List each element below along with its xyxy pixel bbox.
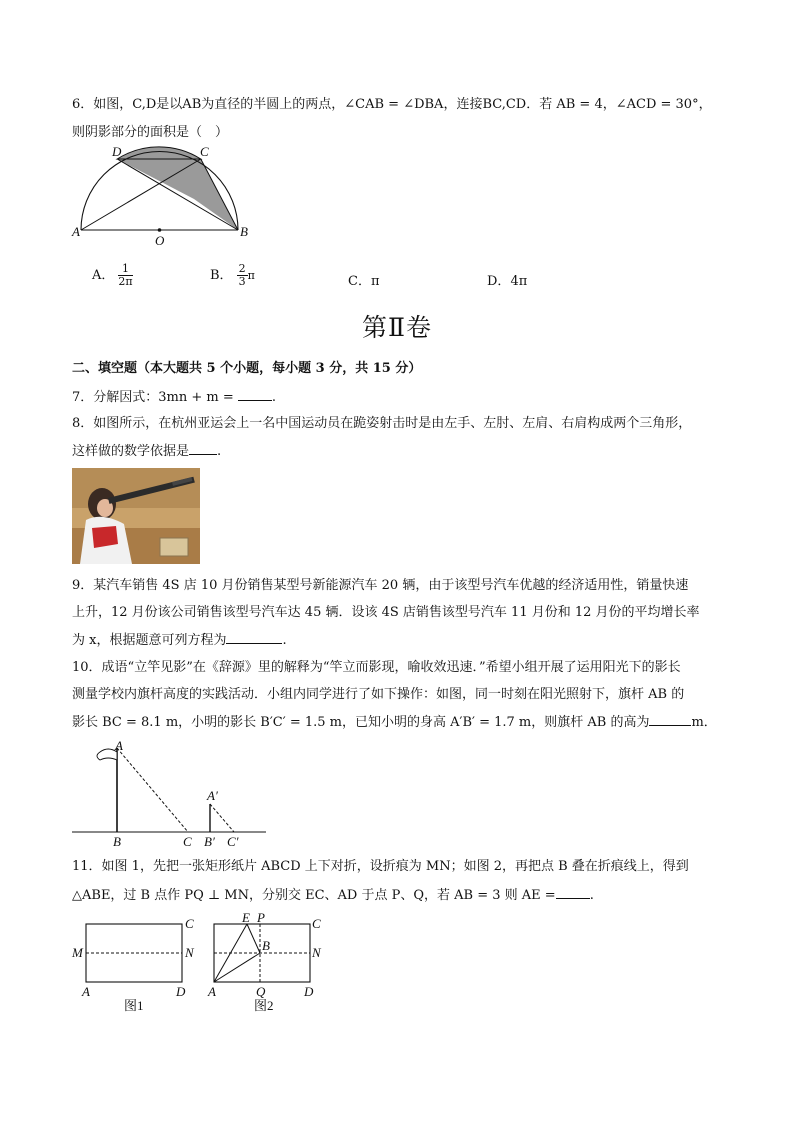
q7-answer-blank[interactable] — [238, 388, 272, 401]
q10-line3: 影长 BC = 8.1 m，小明的影长 B′C′ = 1.5 m，已知小明的身高 A′B′ = 1.7 m，则旗杆 AB 的高为 — [72, 715, 650, 730]
q6-option-b-pi: π — [247, 269, 255, 282]
q11-fig2-label-Q: Q — [256, 984, 266, 999]
q11-fig2-label-B: B — [262, 938, 270, 953]
q6-option-a[interactable] — [92, 263, 133, 288]
q11-answer-blank[interactable] — [556, 886, 590, 899]
q11-fig2-label-P: P — [257, 910, 265, 925]
q8-answer-blank[interactable] — [189, 442, 217, 455]
section2-heading: 二、填空题（本大题共 5 个小题，每小题 3 分，共 15 分） — [72, 361, 422, 376]
q8-line1: 8．如图所示，在杭州亚运会上一名中国运动员在跪姿射击时是由左手、左肘、左肩、右肩构成两个三角形， — [72, 416, 692, 431]
q6-option-c-label: C． — [348, 274, 371, 289]
q6-option-d[interactable] — [487, 270, 527, 289]
q6-option-a-den: 2π — [118, 275, 133, 288]
q10-answer-blank[interactable] — [649, 713, 691, 726]
q10-label-A2: A′ — [207, 788, 218, 803]
q10-line2: 测量学校内旗杆高度的实践活动．小组内同学进行了如下操作：如图，同一时刻在阳光照射下，旗杆 AB 的 — [72, 687, 685, 702]
q9-line3-row — [72, 631, 287, 650]
q10-flag — [97, 749, 117, 760]
q11-fig2-caption: 图2 — [254, 998, 274, 1013]
q11-fig2-segment-AB — [214, 953, 260, 982]
q6-option-d-label: D． — [487, 274, 511, 289]
q8-end: . — [217, 444, 222, 459]
q6-option-c-value: π — [370, 274, 380, 289]
q6-line1: 6．如图，C,D是以AB为直径的半圆上的两点，∠CAB = ∠DBA，连接BC,CD．若 AB = 4，∠ACD = 30°， — [72, 97, 712, 112]
q11-fig1-label-C: C — [185, 916, 194, 931]
q11-fig1-caption: 图1 — [124, 998, 144, 1013]
q9-answer-blank[interactable] — [226, 631, 282, 644]
q11-fig2-label-C: C — [312, 916, 321, 931]
q10-label-A: A — [115, 738, 123, 753]
q9-line3: 为 x，根据题意可列方程为 — [72, 633, 227, 648]
q7-line — [72, 388, 276, 407]
q11-fig2-label-A: A — [208, 984, 216, 999]
q11-fig2-segment-EB — [247, 924, 260, 953]
q6-label-D: D — [112, 144, 122, 159]
q6-label-O: O — [155, 233, 165, 248]
q11-end: . — [589, 888, 594, 903]
q10-sunray-AC — [117, 748, 188, 832]
q6-option-b[interactable] — [210, 263, 255, 288]
q6-option-a-fraction — [118, 263, 132, 288]
q6-option-b-label: B． — [210, 268, 233, 283]
q11-line2-row — [72, 886, 594, 905]
shooter-photo — [72, 468, 200, 564]
q6-label-B: B — [240, 224, 248, 239]
q10-flagpole-figure — [72, 738, 272, 848]
q11-fig2-segment-AE — [214, 924, 247, 982]
q10-line1: 10．成语“立竿见影”在《辞源》里的解释为“竿立而影现，喻收效迅速．”希望小组开展了运用阳光下的影长 — [72, 660, 681, 675]
q10-line3-row — [72, 713, 717, 732]
q10-end: m． — [691, 715, 717, 730]
q11-fig1-label-N: N — [185, 945, 194, 960]
q6-semicircle-figure — [70, 144, 270, 248]
q6-label-A: A — [72, 224, 80, 239]
q6-option-b-fraction — [237, 263, 248, 288]
q8-line2-row — [72, 442, 221, 461]
q6-option-b-den: 3 — [238, 275, 246, 288]
q11-fig1-label-A: A — [82, 984, 90, 999]
q6-line2: 则阴影部分的面积是（ ） — [72, 125, 229, 140]
q6-option-a-num: 1 — [118, 263, 132, 276]
q8-line2: 这样做的数学依据是 — [72, 444, 190, 459]
q7-end: . — [271, 390, 277, 405]
q11-figure-1 — [72, 912, 202, 1022]
q6-option-c[interactable] — [348, 270, 380, 289]
q9-end: . — [282, 633, 287, 648]
q11-fig2-label-N: N — [312, 945, 321, 960]
q6-center-point — [158, 228, 162, 232]
q7-text: 7．分解因式：3mn + m = — [72, 390, 234, 405]
q10-label-B: B — [113, 834, 121, 849]
q10-label-B2: B′ — [204, 834, 215, 849]
q11-fig2-label-D: D — [304, 984, 314, 999]
q11-line2: △ABE，过 B 点作 PQ ⊥ MN，分别交 EC、AD 于点 P、Q，若 AB = 3 则 AE = — [72, 888, 556, 903]
q11-fig1-label-D: D — [176, 984, 186, 999]
q9-line1: 9．某汽车销售 4S 店 10 月份销售某型号新能源汽车 20 辆，由于该型号汽车优越的经济适用性，销量快速 — [72, 578, 689, 593]
q10-label-C2: C′ — [227, 834, 239, 849]
q10-sunray-A2C2 — [210, 804, 234, 832]
part-title: 第Ⅱ卷 — [362, 313, 432, 342]
q6-option-a-label: A． — [92, 268, 115, 283]
q6-option-b-num: 2 — [238, 262, 246, 275]
q11-figure-2 — [202, 912, 332, 1022]
q11-fig2-label-E: E — [242, 910, 250, 925]
q10-label-C: C — [183, 834, 192, 849]
q11-fig1-label-M: M — [72, 945, 83, 960]
q9-line2: 上升，12 月份该公司销售该型号汽车达 45 辆．设该 4S 店销售该型号汽车 11 月份和 12 月份的平均增长率 — [72, 605, 700, 620]
q11-line1: 11．如图 1，先把一张矩形纸片 ABCD 上下对折，设折痕为 MN；如图 2，再把点 B 叠在折痕线上，得到 — [72, 859, 689, 874]
q6-option-d-value: 4π — [510, 274, 528, 289]
q6-label-C: C — [200, 144, 209, 159]
